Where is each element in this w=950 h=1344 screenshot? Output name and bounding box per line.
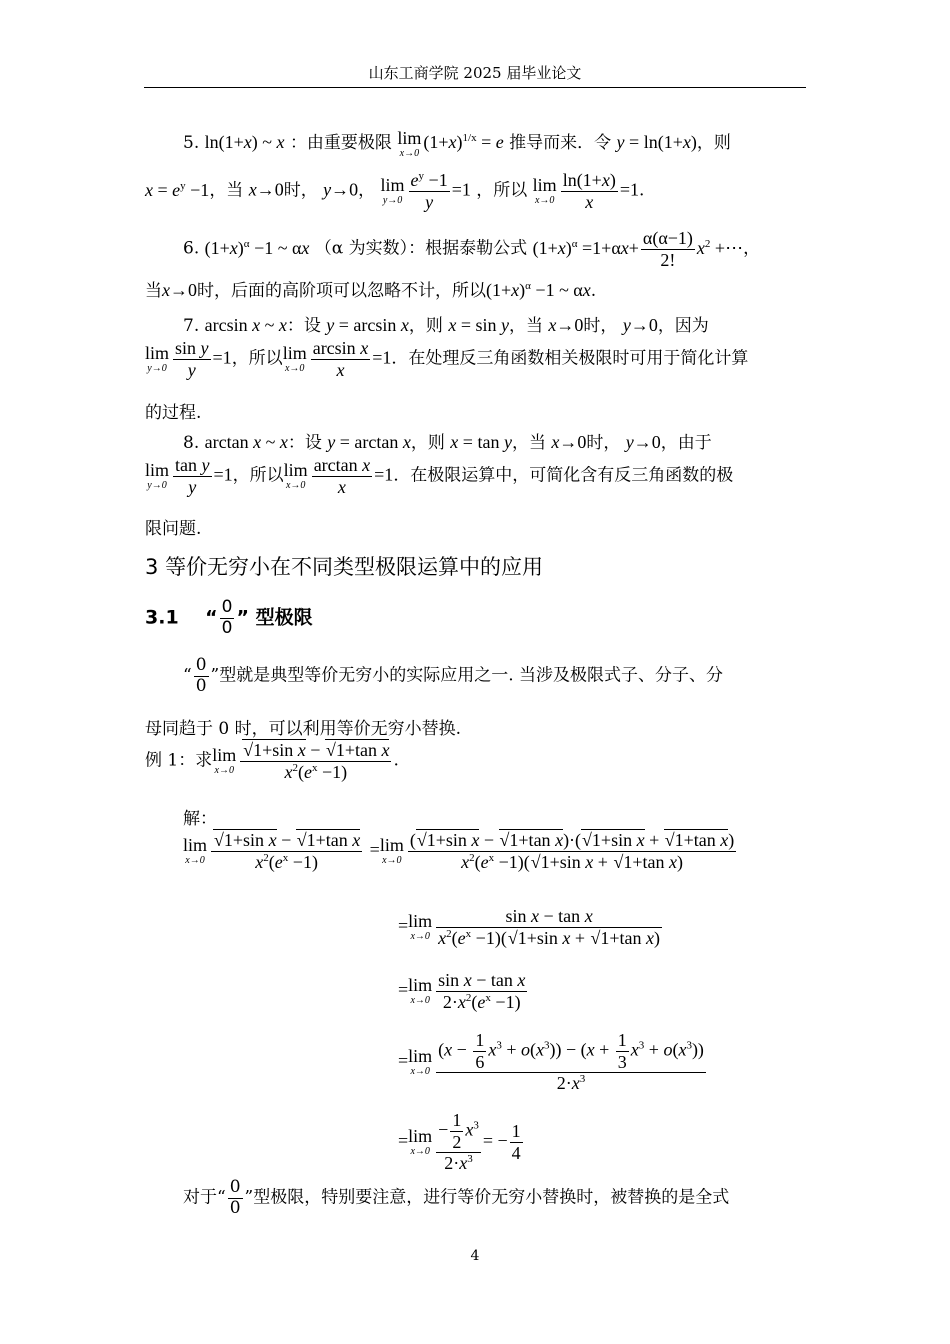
solution-step-3: =lim x→0 $\frac{\text{sin x − tan x}}{2\cdot x^2(e^x -1)}$ [398, 970, 526, 1012]
solution-label: 解： [183, 809, 217, 829]
item-8-line-2: lim y→0 $\frac{\text{tan y}}{y}$ =1，所以lim x→0 $\frac{\text{arctan x}}{x}$ =1．在极限运算中，可简化含有反三角函数的极 [145, 455, 734, 497]
solution-step-2: =lim x→0 $\frac{\text{sin x − tan x}}{x^2(e^x -1)(√1+\sin x + √1+\tan x)}$ [398, 906, 661, 948]
item-7-line-2: lim y→0 $\frac{\text{sin y}}{y}$ =1，所以lim x→0 $\frac{\text{arcsin x}}{x}$ =1．在处理反三角函数相关极限时可用于简化计算 [145, 338, 749, 380]
para-2: 对于“ $\frac{0}{0}$ ”型极限，特别要注意，进行等价无穷小替换时，被替换的是全式 [183, 1177, 730, 1218]
item-6-line-1: 6. $(1+x)^\alpha -1$ ~ αx （α 为实数）：根据泰勒公式 $(1+x)^\alpha =1+\alpha x+$ $\frac{\alpha(\alpha-1)}{2!}$ $x^2$ +⋯， [183, 228, 761, 270]
item-6-line-2: 当x→0时，后面的高阶项可以忽略不计，所以$(1+x)^\alpha -1$ ~ αx. [145, 280, 597, 301]
item-5-line-2: $x = e^y -1$，当 x→0时， y→0， lim y→0 $\frac{e^y -1}{y}$ =1 ，所以 lim x→0 $\frac{\ln(1+x)}{x}$ =1. [145, 170, 645, 212]
example-1: 例 1：求lim x→0 $\frac{\text{√1+sin x − √1+tan x}}{x^2(e^x -1)}$ . [145, 740, 399, 782]
item-5-line-1: 5. ln(1+x) ~ x ：由重要极限 lim x→0 $(1+x)^{1/x} = e$ 推导而来．令 y = ln(1+x)，则 [183, 127, 731, 159]
page-number: 4 [470, 1248, 480, 1264]
section-3-heading: 3 等价无穷小在不同类型极限运算中的应用 [145, 555, 544, 579]
item-8-line-1: 8. arctan x ~ x：设 y = arctan x，则 x = tan y，当 x→0时， y→0，由于 [183, 432, 712, 453]
para-1-line-2: 母同趋于 0 时，可以利用等价无穷小替换. [145, 719, 462, 739]
solution-step-4: =lim x→0 (x − $\frac{1}{6}$ $x^3 + o(x^3)) - (x$ + $\frac{1}{3}$ $x^3 + o(x^3)$) $2\cdot x^3$ [398, 1030, 704, 1094]
page-header: 山东工商学院 2025 届毕业论文 [368, 64, 582, 82]
section-3-1-heading: 3.1 “ $\frac{0}{0}$ ” 型极限 [145, 597, 313, 638]
item-8-line-3: 限问题. [145, 519, 202, 539]
solution-step-5: =lim x→0 − $\frac{1}{2}$ $x^3$ $2\cdot x^3$ = − $\frac{1}{4}$ [398, 1110, 521, 1174]
item-7-line-1: 7. arcsin x ~ x：设 y = arcsin x，则 x = sin y，当 x→0时， y→0，因为 [183, 315, 709, 336]
header-rule [144, 87, 806, 88]
para-1-line-1: “ $\frac{0}{0}$ ”型就是典型等价无穷小的实际应用之一. 当涉及极限式子、分子、分 [183, 655, 724, 696]
solution-step-1: lim x→0 $\frac{\text{√1+sin x − √1+tan x}}{x^2(e^x -1)}$ =lim x→0 $\frac{\text{(√1+sin x − √1+tan x)·(√1+sin x + √1+tan x)}}{x^2(e^x -1)(√1+\sin x + √1+\tan x)}$ [183, 830, 735, 872]
item-7-line-3: 的过程. [145, 403, 202, 423]
